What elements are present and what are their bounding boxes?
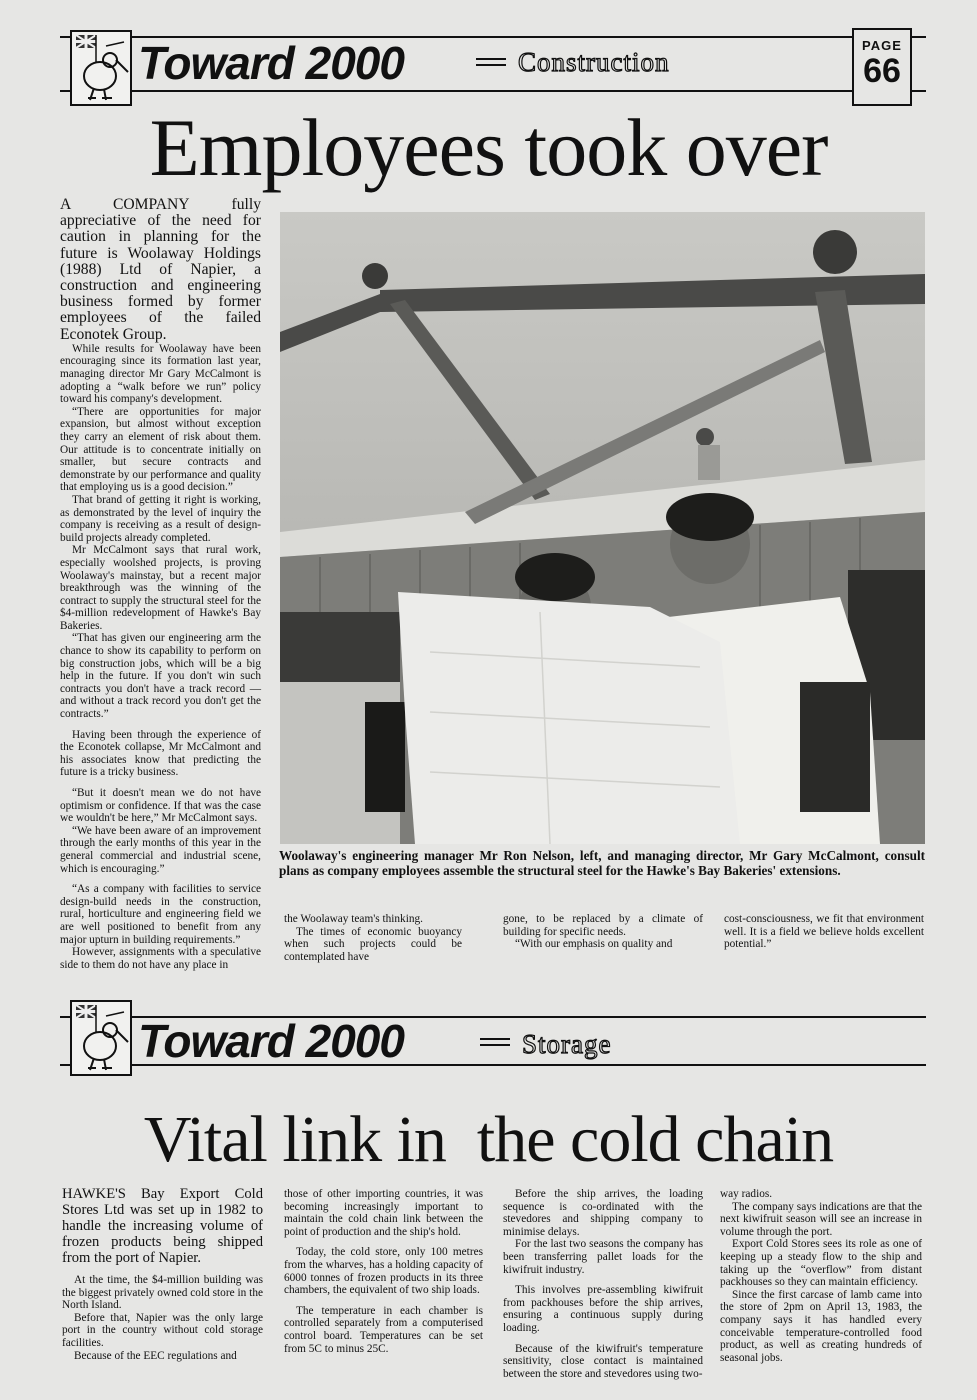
banner-title: Toward 2000 xyxy=(138,37,404,89)
article1-paragraph: “But it doesn't mean we do not have optimism or confidence. If that was the case we wouldn't be here,” Mr McCalmont says. xyxy=(60,787,261,825)
article2-column-2 xyxy=(284,1188,483,1355)
article2-paragraph: Since the first carcase of lamb came into the store of 2pm on April 13, 1983, the company says it has handled every conceivable temperature-controlled food product, as well as creating hundreds of seasonal jobs. xyxy=(720,1288,922,1364)
banner-section-label: Construction xyxy=(518,47,670,77)
kiwi-mascot-logo-icon xyxy=(70,30,132,106)
page-label: PAGE xyxy=(862,38,902,53)
article2-paragraph: For the last two seasons the company has been transferring pallet loads for the kiwifruit industry. xyxy=(503,1238,703,1276)
article1-paragraph: cost-consciousness, we fit that environment well. It is a field we believe holds excellent potential.” xyxy=(724,913,924,951)
article1-paragraph: “With our emphasis on quality and xyxy=(515,938,673,951)
section-banner-construction xyxy=(60,30,926,94)
construction-photo xyxy=(280,212,925,844)
article1-paragraph: “We have been aware of an improvement through the early months of this year in the general commercial and industrial scene, which is encouraging.” xyxy=(60,824,261,875)
article1-paragraph: However, assignments with a speculative side to them do not have any place in xyxy=(60,946,261,971)
article2-paragraph: Because of the EEC regulations and xyxy=(74,1349,237,1362)
article2-column-3 xyxy=(503,1188,703,1380)
article1-paragraph: the Woolaway team's thinking. xyxy=(284,913,423,925)
banner-section-label: Storage xyxy=(522,1029,612,1059)
banner-dash xyxy=(480,1038,510,1046)
article1-paragraph: “As a company with facilities to service design-build needs in the construction, rural, horticulture and engineering field we are well positioned to benefit from any major upturn in building requirements.” xyxy=(60,883,261,946)
article1-column-3 xyxy=(503,913,703,951)
article1-paragraph: gone, to be replaced by a climate of building for specific needs. xyxy=(503,913,703,938)
article2-paragraph: Export Cold Stores sees its role as one of keeping up a steady flow to the ship and taking up the “overflow” from distant packhouses so they can maintain efficiency. xyxy=(720,1238,922,1289)
article1-paragraph: That brand of getting it right is working, as demonstrated by the level of inquiry the company is receiving as a result of design-build projects already completed. xyxy=(60,493,261,544)
article2-paragraph: way radios. xyxy=(720,1188,773,1200)
article1-paragraph: “There are opportunities for major expansion, but almost without exception they carry an element of risk about them. Our attitude is to concentrate initially on smaller, but secure contracts and demonstrate by our performance and quality that employing us is a good decision.” xyxy=(60,405,261,494)
article2-paragraph: Before that, Napier was the only large port in the country without cold storage facilities. xyxy=(62,1311,263,1349)
article1-paragraph: While results for Woolaway have been encouraging since its formation last year, managing director Mr Gary McCalmont is adopting a “walk before we run” policy toward his company's development. xyxy=(60,342,261,406)
article2-paragraph: The company says indications are that the next kiwifruit season will see an increase in volume through the port. xyxy=(720,1200,922,1238)
article1-paragraph: The times of economic buoyancy when such projects could be contemplated have xyxy=(284,925,462,963)
kiwi-mascot-logo-icon xyxy=(70,1000,132,1076)
section-banner-storage xyxy=(60,1000,926,1067)
article2-paragraph: At the time, the $4-million building was the biggest privately owned cold store in the North Island. xyxy=(62,1274,263,1312)
article1-headline: Employees took over xyxy=(149,102,828,193)
article2-paragraph: This involves pre-assembling kiwifruit from packhouses before the ship arrives, ensuring a continuous supply during loading. xyxy=(503,1284,703,1334)
article2-column-4 xyxy=(720,1188,922,1364)
article2-paragraph: those of other importing countries, it was becoming increasingly important to maintain the cold chain link between the point of production and the ship's hold. xyxy=(284,1188,483,1238)
article1-paragraph: Mr McCalmont says that rural work, especially woolshed projects, is proving Woolaway's mainstay, but a recent major breakthrough was the winning of the contract to supply the structural steel for the $4-million redevelopment of Hawke's Bay Bakeries. xyxy=(60,544,261,632)
article1-paragraph: “That has given our engineering arm the chance to show its capability to perform on big construction jobs, which will be a big help in the future. If you don't win such contracts you don't have a track record — and without a track record you don't get the contracts.” xyxy=(60,632,261,721)
article2-headline: Vital link in the cold chain xyxy=(143,1103,834,1176)
page-number-box xyxy=(852,28,912,106)
article1-column-2 xyxy=(284,913,462,963)
banner-title: Toward 2000 xyxy=(138,1015,404,1067)
article1-column-4 xyxy=(724,913,924,951)
article2-paragraph: Because of the kiwifruit's temperature sensitivity, close contact is maintained between the store and stevedores using two- xyxy=(503,1342,703,1380)
article1-lead: A COMPANY fully appreciative of the need for caution in planning for the future is Woolaway Holdings (1988) Ltd of Napier, a construction and engineering business formed by former employees of the failed Econotek Group. xyxy=(60,196,261,343)
banner-dash xyxy=(476,58,506,66)
article2-column-1 xyxy=(62,1186,263,1362)
article2-paragraph: Before the ship arrives, the loading sequence is co-ordinated with the stevedores and shipping company to minimise delays. xyxy=(503,1188,703,1238)
photo-caption: Woolaway's engineering manager Mr Ron Nelson, left, and managing director, Mr Gary McCalmont, consult plans as company employees assemble the structural steel for the Hawke's Bay Bakeries' extensions. xyxy=(279,848,925,878)
article1-column-1 xyxy=(60,197,261,971)
article2-lead: HAWKE'S Bay Export Cold Stores Ltd was set up in 1982 to handle the increasing volume of frozen products being shipped from the port of Napier. xyxy=(62,1186,263,1266)
article2-paragraph: The temperature in each chamber is controlled separately from a computerised control board. Temperatures can be set from 5C to minus 25C. xyxy=(284,1304,483,1355)
article1-paragraph: Having been through the experience of the Econotek collapse, Mr McCalmont and his associates know that predicting the future is a tricky business. xyxy=(60,728,261,779)
article2-paragraph: Today, the cold store, only 100 metres from the wharves, has a holding capacity of 6000 tonnes of frozen products in its three chambers, the equivalent of two ship loads. xyxy=(284,1246,483,1297)
page-number: 66 xyxy=(863,52,901,90)
